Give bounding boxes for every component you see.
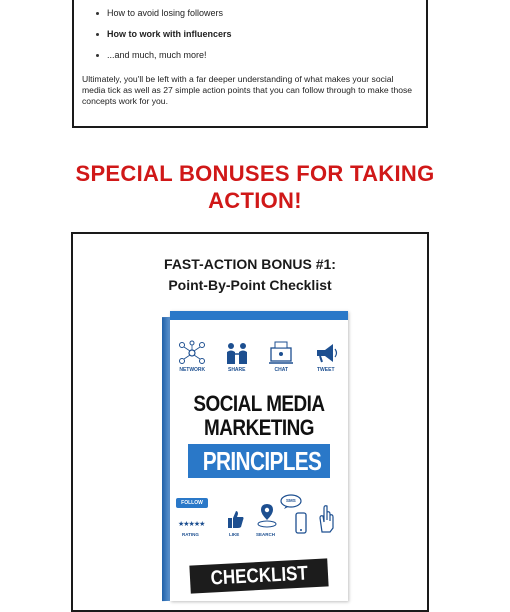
like-label: LIKE [229,532,240,537]
cover-title-line1: SOCIAL MEDIA [193,391,325,416]
features-list [96,8,232,71]
search-label: SEARCH [256,532,276,537]
book-cover [170,311,348,601]
feature-item: ...and much, much more! [96,50,232,61]
cover-title-line3: PRINCIPLES [202,446,322,476]
chat-label: CHAT [274,367,288,373]
cover-title-line2: MARKETING [204,415,314,440]
like-icon [224,508,246,530]
features-summary: Ultimately, you'll be left with a far deeper understanding of what makes your social media tick as well as 27 simple action points that you can follow through to make those concepts work for you. [82,74,413,106]
feature-item: How to avoid losing followers [96,8,232,19]
cover-bottom-icons [176,492,342,548]
rating-stars-icon: ★★★★★ [178,521,205,528]
hand-pointer-icon [312,502,340,534]
phone-icon [294,512,308,534]
sms-label: SMS [286,498,296,503]
bonuses-headline-line2: ACTION! [208,188,302,213]
tweet-label: TWEET [317,367,335,373]
rating-label: RATING [182,532,199,537]
share-icon [222,340,252,373]
bonus-title-line1: FAST-ACTION BONUS #1: [164,256,336,272]
chat-icon [266,340,296,373]
tweet-icon [311,340,341,373]
checklist-label: CHECKLIST [209,562,309,590]
bonus-title-line2: Point-By-Point Checklist [168,277,332,293]
share-label: SHARE [227,367,246,373]
checklist-book-image [162,311,348,601]
feature-item: How to work with influencers [96,29,232,40]
bonuses-headline-line1: SPECIAL BONUSES FOR TAKING [75,161,435,186]
checklist-banner [189,558,328,593]
bonuses-headline [40,160,470,214]
network-icon [177,340,207,373]
cover-icons-row [170,340,348,373]
follow-badge: FOLLOW [176,498,208,508]
network-label: NETWORK [179,367,206,373]
cover-title-banner [188,444,330,478]
bonus-title [73,254,427,296]
search-icon [254,502,280,530]
